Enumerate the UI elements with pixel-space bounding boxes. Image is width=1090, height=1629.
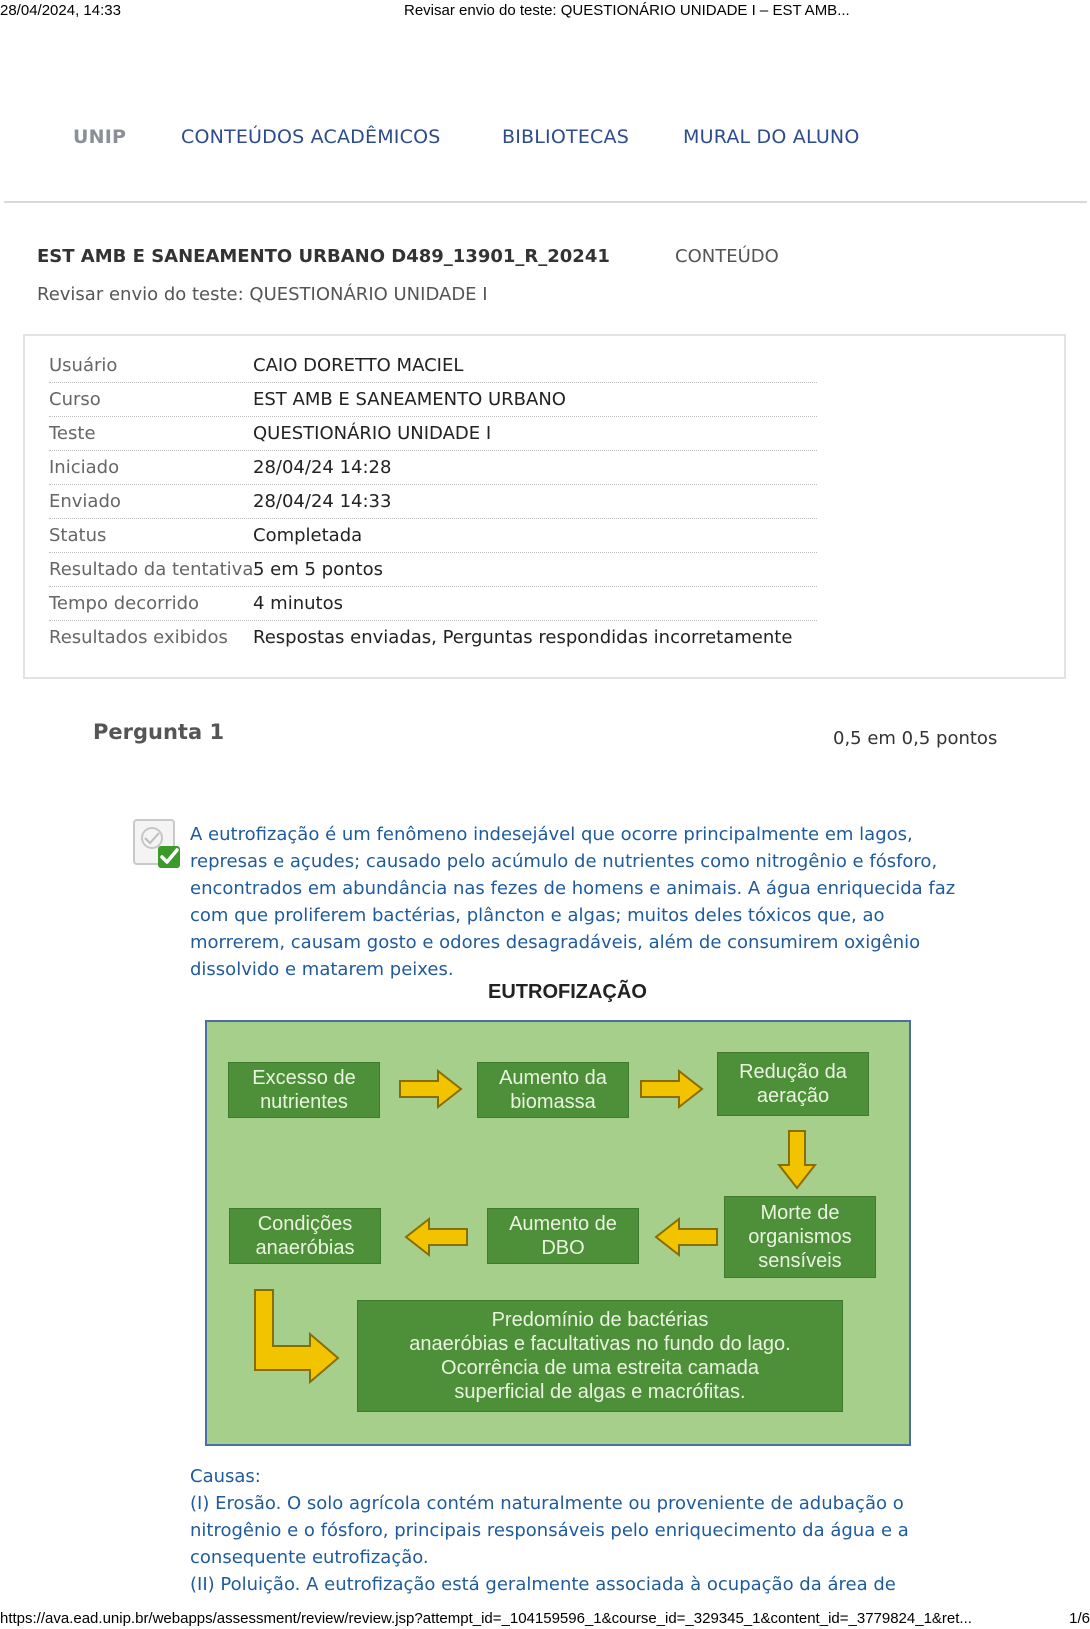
print-header xyxy=(0,0,1090,22)
arrow-down-icon xyxy=(776,1129,818,1191)
summary-row xyxy=(49,450,817,485)
print-url: https://ava.ead.unip.br/webapps/assessment/review/review.jsp?attempt_id=_104159596_1&course_id=_329345_1&content_id=_3779824_1&ret... xyxy=(0,1610,972,1627)
summary-label: Tempo decorrido xyxy=(49,593,200,614)
causes-line: consequente eutrofização. xyxy=(190,1547,429,1568)
causes-line: (I) Erosão. O solo agrícola contém naturalmente ou proveniente de adubação o xyxy=(190,1493,904,1514)
summary-value: EST AMB E SANEAMENTO URBANO xyxy=(253,389,566,410)
summary-label: Resultado da tentativa xyxy=(49,559,254,580)
arrow-left-icon xyxy=(403,1216,469,1258)
diagram-title: EUTROFIZAÇÃO xyxy=(488,981,647,1003)
summary-label: Iniciado xyxy=(49,457,120,478)
question-text-line: dissolvido e matarem peixes. xyxy=(190,959,454,980)
summary-value: 4 minutos xyxy=(253,593,343,614)
arrow-right-icon xyxy=(639,1068,705,1110)
summary-row xyxy=(49,348,817,383)
question-text-line: represas e açudes; causado pelo acúmulo de nutrientes como nitrogênio e fósforo, xyxy=(190,851,938,872)
summary-value: Respostas enviadas, Perguntas respondidas incorretamente xyxy=(253,627,793,648)
print-page-title: Revisar envio do teste: QUESTIONÁRIO UNIDADE I – EST AMB... xyxy=(404,2,850,19)
nav-conteudos-academicos[interactable]: CONTEÚDOS ACADÊMICOS xyxy=(181,126,441,148)
summary-label: Teste xyxy=(49,423,96,444)
summary-value: QUESTIONÁRIO UNIDADE I xyxy=(253,423,492,444)
summary-value: Completada xyxy=(253,525,363,546)
summary-label: Curso xyxy=(49,389,101,410)
causes-line: (II) Poluição. A eutrofização está geralmente associada à ocupação da área de xyxy=(190,1574,896,1595)
diagram-box-morte-organismos: Morte de organismos sensíveis xyxy=(724,1196,876,1278)
page-title: Revisar envio do teste: QUESTIONÁRIO UNIDADE I xyxy=(37,284,488,305)
question-causes xyxy=(190,1463,970,1598)
breadcrumb-content[interactable]: CONTEÚDO xyxy=(675,246,779,267)
eutrophication-diagram xyxy=(205,1020,911,1446)
nav-mural-do-aluno[interactable]: MURAL DO ALUNO xyxy=(683,126,860,148)
nav-divider xyxy=(4,201,1087,203)
summary-value: 28/04/24 14:28 xyxy=(253,457,392,478)
arrow-down-right-icon xyxy=(252,1288,342,1384)
top-navigation xyxy=(0,122,1090,154)
question-text xyxy=(190,821,970,983)
summary-label: Enviado xyxy=(49,491,121,512)
nav-bibliotecas[interactable]: BIBLIOTECAS xyxy=(502,126,629,148)
question-text-line: encontrados em abundância nas fezes de homens e animais. A água enriquecida faz xyxy=(190,878,956,899)
diagram-box-excesso-nutrientes: Excesso de nutrientes xyxy=(228,1062,380,1118)
causes-line: Causas: xyxy=(190,1466,261,1487)
breadcrumb-course[interactable]: EST AMB E SANEAMENTO URBANO D489_13901_R_20241 xyxy=(37,246,610,267)
causes-line: nitrogênio e o fósforo, principais responsáveis pelo enriquecimento da água e a xyxy=(190,1520,909,1541)
question-points: 0,5 em 0,5 pontos xyxy=(833,728,998,749)
print-date: 28/04/2024, 14:33 xyxy=(0,2,121,19)
diagram-box-predominio-bacterias: Predomínio de bactérias anaeróbias e facultativas no fundo do lago. Ocorrência de uma estreita camada superficial de algas e macrófitas. xyxy=(357,1300,843,1412)
print-page-number: 1/6 xyxy=(1069,1610,1090,1627)
summary-row xyxy=(49,382,817,417)
print-footer xyxy=(0,1608,1090,1629)
diagram-box-condicoes-anaerobias: Condições anaeróbias xyxy=(229,1208,381,1264)
summary-row xyxy=(49,416,817,451)
summary-value: CAIO DORETTO MACIEL xyxy=(253,355,464,376)
question-title: Pergunta 1 xyxy=(93,720,225,744)
attempt-summary xyxy=(23,334,1066,679)
summary-row xyxy=(49,484,817,519)
summary-label: Usuário xyxy=(49,355,118,376)
question-text-line: com que proliferem bactérias, plâncton e algas; muitos deles tóxicos que, ao xyxy=(190,905,885,926)
summary-value: 5 em 5 pontos xyxy=(253,559,383,580)
diagram-box-aumento-biomassa: Aumento da biomassa xyxy=(477,1062,629,1118)
arrow-left-icon xyxy=(653,1216,719,1258)
summary-row xyxy=(49,552,817,587)
question-text-line: A eutrofização é um fenômeno indesejável que ocorre principalmente em lagos, xyxy=(190,824,913,845)
diagram-box-aumento-dbo: Aumento de DBO xyxy=(487,1208,639,1264)
diagram-box-reducao-aeracao: Redução da aeração xyxy=(717,1052,869,1116)
correct-check-icon xyxy=(132,818,184,870)
summary-value: 28/04/24 14:33 xyxy=(253,491,392,512)
summary-label: Status xyxy=(49,525,107,546)
summary-row xyxy=(49,620,817,654)
nav-unip-logo[interactable]: UNIP xyxy=(73,126,127,148)
arrow-right-icon xyxy=(398,1068,464,1110)
summary-row xyxy=(49,586,817,621)
summary-row xyxy=(49,518,817,553)
summary-label: Resultados exibidos xyxy=(49,627,228,648)
question-text-line: morrerem, causam gosto e odores desagradáveis, além de consumirem oxigênio xyxy=(190,932,921,953)
